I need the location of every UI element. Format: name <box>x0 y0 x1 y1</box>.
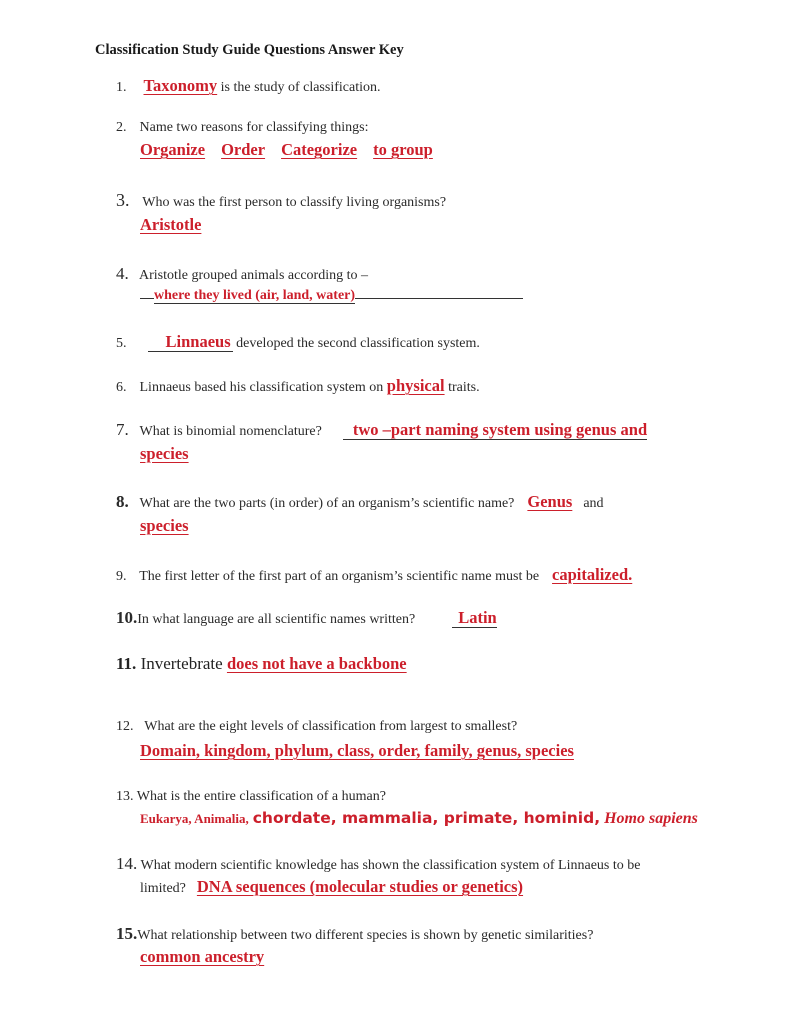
question-text: Linnaeus based his classification system on <box>139 380 384 395</box>
answer-text: Taxonomy <box>143 76 218 95</box>
answer-text: Categorize <box>281 140 358 159</box>
question-5 <box>116 332 480 352</box>
page-title: Classification Study Guide Questions Answer Key <box>95 42 404 58</box>
question-number: 5. <box>116 336 127 351</box>
question-1 <box>116 76 380 96</box>
question-number: 7. <box>116 420 129 439</box>
question-number: 6. <box>116 380 127 395</box>
question-text: limited? <box>140 881 186 896</box>
question-13 <box>116 789 386 805</box>
blank-line <box>140 298 154 299</box>
question-14 <box>116 854 640 874</box>
question-number: 1. <box>116 80 127 95</box>
question-number: 9. <box>116 569 127 584</box>
answer-text: physical <box>386 376 445 395</box>
question-6 <box>116 376 480 396</box>
question-text: Aristotle grouped animals according to – <box>138 268 368 283</box>
question-8 <box>116 492 604 512</box>
question-number: 2. <box>116 120 127 135</box>
answer-2 <box>140 140 433 160</box>
answer-text: Order <box>221 140 266 159</box>
question-number: 13. <box>116 789 134 804</box>
answer-text: Latin <box>452 608 497 628</box>
question-text: What modern scientific knowledge has shown the classification system of Linnaeus to be <box>140 858 641 873</box>
answer-3: Aristotle <box>140 215 202 234</box>
question-14-line-2 <box>140 877 523 897</box>
question-9 <box>116 565 632 585</box>
question-text: is the study of classification. <box>220 80 381 95</box>
answer-7-line-2: species <box>140 444 189 463</box>
answer-text: DNA sequences (molecular studies or genetics) <box>196 877 524 896</box>
question-2 <box>116 120 369 136</box>
question-number: 4. <box>116 264 129 283</box>
question-number: 15. <box>116 924 138 943</box>
question-10 <box>116 608 497 628</box>
connector-text: and <box>583 496 604 511</box>
question-text: What is the entire classification of a human? <box>136 789 386 804</box>
blank-line <box>355 298 523 299</box>
question-4 <box>116 264 368 284</box>
question-number: 3. <box>116 190 130 210</box>
question-number: 8. <box>116 492 129 511</box>
question-text: The first letter of the first part of an organism’s scientific name must be <box>139 569 540 584</box>
answer-text: capitalized. <box>552 565 633 584</box>
question-15 <box>116 924 593 944</box>
answer-text: Organize <box>140 140 206 159</box>
question-text: What are the two parts (in order) of an organism’s scientific name? <box>139 496 515 511</box>
question-text: What are the eight levels of classification from largest to smallest? <box>144 719 518 734</box>
answer-text: where they lived (air, land, water) <box>154 288 356 303</box>
answer-12: Domain, kingdom, phylum, class, order, family, genus, species <box>140 741 574 760</box>
answer-4 <box>140 286 523 304</box>
question-text: Who was the first person to classify living organisms? <box>142 195 447 210</box>
question-3 <box>116 190 446 211</box>
answer-15: common ancestry <box>140 947 265 966</box>
answer-text: does not have a backbone <box>226 654 407 673</box>
question-text: What is binomial nomenclature? <box>139 424 322 439</box>
answer-13 <box>140 809 698 828</box>
answer-text: two –part naming system using genus and <box>343 420 647 440</box>
answer-text-italic: Homo sapiens <box>604 810 698 827</box>
answer-text: Genus <box>527 492 573 511</box>
question-text: In what language are all scientific names written? <box>137 612 416 627</box>
question-number: 12. <box>116 719 134 734</box>
question-number: 11. <box>116 654 137 673</box>
question-text: What relationship between two different species is shown by genetic similarities? <box>137 928 594 943</box>
answer-text-small: Eukarya, Animalia, <box>140 811 249 826</box>
question-text: Name two reasons for classifying things: <box>139 120 369 135</box>
answer-8-line-2: species <box>140 516 189 535</box>
question-text: developed the second classification system. <box>236 336 480 351</box>
question-number: 14. <box>116 854 138 873</box>
question-7 <box>116 420 647 440</box>
question-12 <box>116 719 517 735</box>
question-11 <box>116 654 407 674</box>
question-text-after: traits. <box>448 380 480 395</box>
answer-text: to group <box>373 140 433 159</box>
answer-text: Linnaeus <box>148 332 233 352</box>
answer-text: chordate, mammalia, primate, hominid, <box>252 809 601 827</box>
question-number: 10. <box>116 608 138 627</box>
question-text: Invertebrate <box>140 654 223 673</box>
